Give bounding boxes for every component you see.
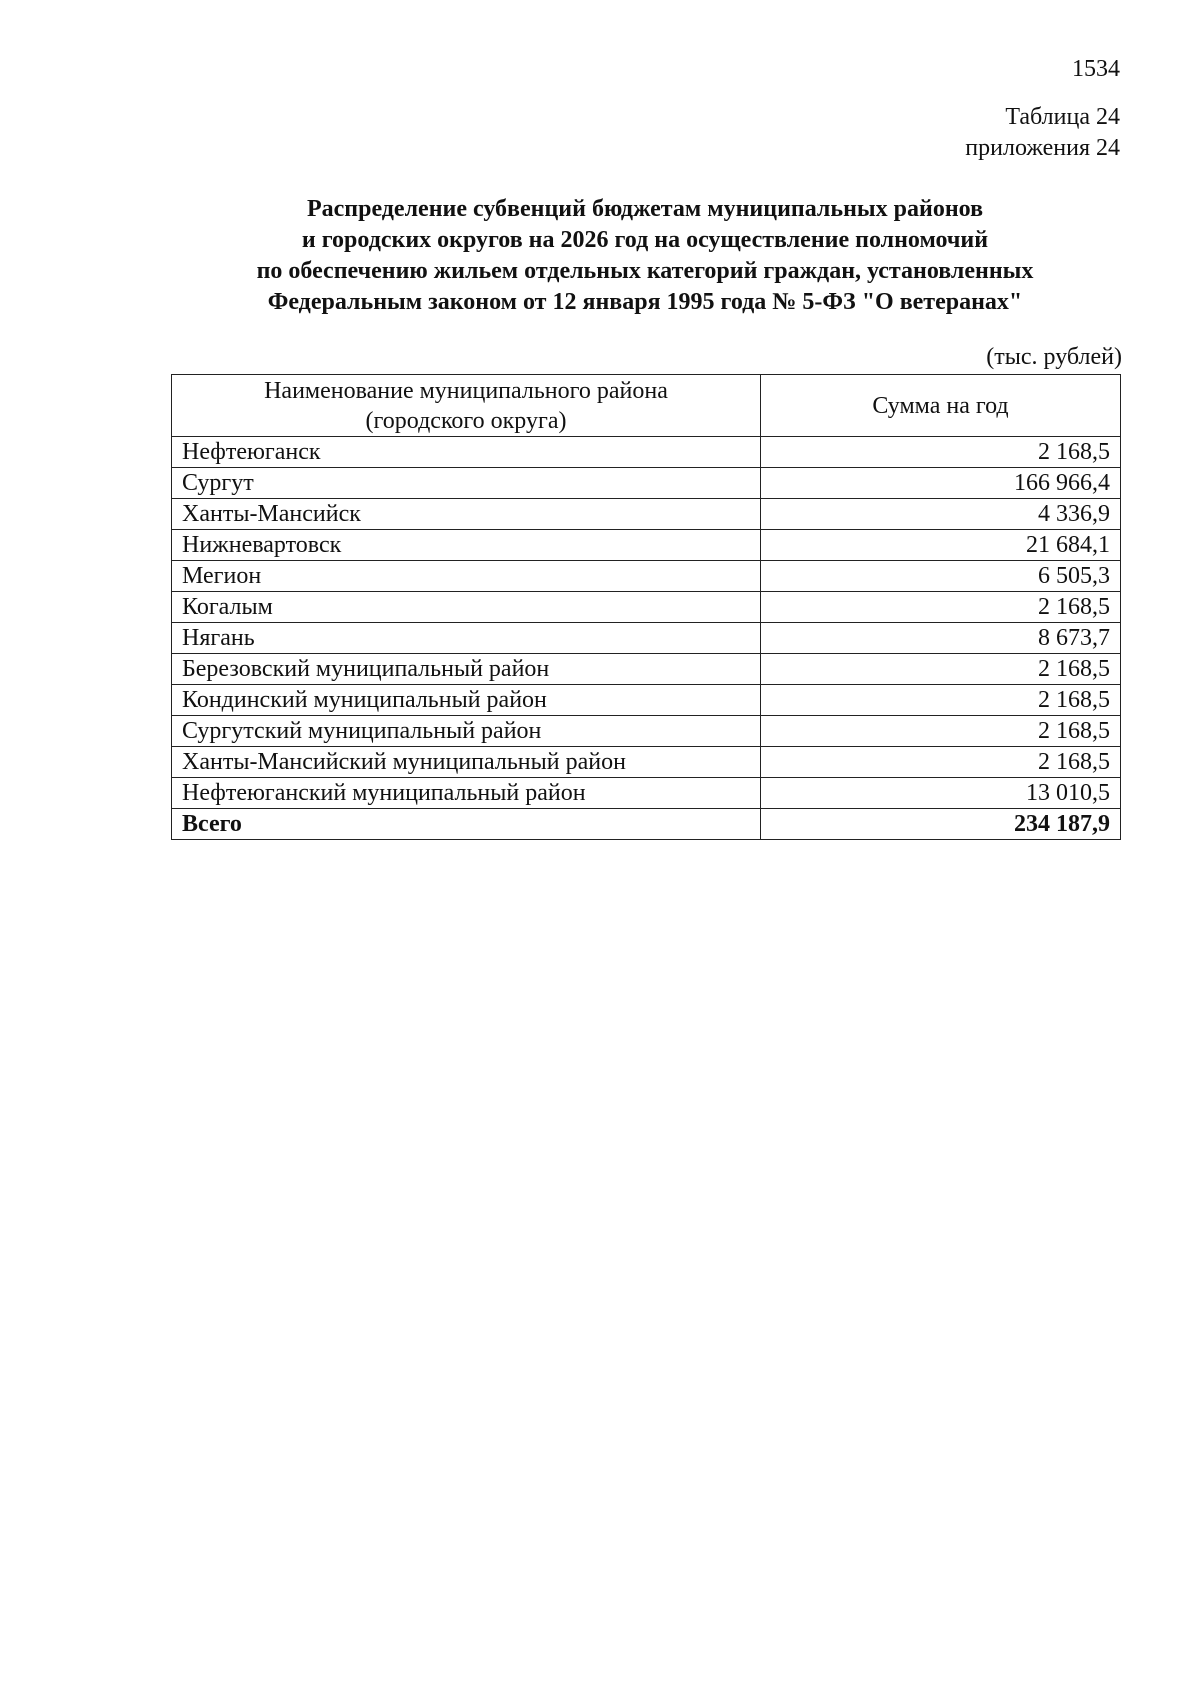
subvention-table (171, 374, 1121, 840)
table-row (172, 654, 1121, 685)
column-header-name-line-1: Наименование муниципального района (264, 377, 668, 404)
row-value: 2 168,5 (761, 437, 1121, 468)
row-value: 2 168,5 (761, 592, 1121, 623)
total-value: 234 187,9 (761, 809, 1121, 840)
title-line-1: Распределение субвенций бюджетам муниципальных районов (306, 196, 984, 222)
row-name: Сургутский муниципальный район (172, 716, 761, 747)
row-name: Нижневартовск (172, 530, 761, 561)
row-name: Нефтеюганский муниципальный район (172, 778, 761, 809)
table-row (172, 468, 1121, 499)
row-value: 8 673,7 (761, 623, 1121, 654)
title-line-4: Федеральным законом от 12 января 1995 года № 5-ФЗ "О ветеранах" (267, 289, 1023, 315)
units-note: (тыс. рублей) (986, 344, 1122, 370)
table-ref-line-2: приложения 24 (965, 135, 1120, 161)
row-name: Березовский муниципальный район (172, 654, 761, 685)
row-name: Кондинский муниципальный район (172, 685, 761, 716)
table-row (172, 623, 1121, 654)
table-reference (900, 102, 1120, 164)
table-header-row (172, 375, 1121, 437)
table-ref-line-1: Таблица 24 (1005, 104, 1120, 130)
table-row (172, 747, 1121, 778)
table-row (172, 437, 1121, 468)
table-row (172, 716, 1121, 747)
row-value: 2 168,5 (761, 685, 1121, 716)
column-header-amount: Сумма на год (761, 375, 1121, 437)
table-row (172, 530, 1121, 561)
table-row (172, 561, 1121, 592)
row-name: Сургут (172, 468, 761, 499)
table-row (172, 499, 1121, 530)
table-row (172, 592, 1121, 623)
total-row (172, 809, 1121, 840)
row-value: 2 168,5 (761, 654, 1121, 685)
row-value: 6 505,3 (761, 561, 1121, 592)
column-header-name (172, 375, 761, 437)
row-name: Нягань (172, 623, 761, 654)
row-name: Ханты-Мансийск (172, 499, 761, 530)
row-value: 2 168,5 (761, 747, 1121, 778)
document-title (160, 194, 1130, 318)
column-header-name-line-2: (городского округа) (365, 407, 567, 434)
row-value: 21 684,1 (761, 530, 1121, 561)
title-line-3: по обеспечению жильем отдельных категорий граждан, установленных (256, 258, 1034, 284)
row-name: Ханты-Мансийский муниципальный район (172, 747, 761, 778)
table-row (172, 685, 1121, 716)
row-value: 166 966,4 (761, 468, 1121, 499)
row-value: 2 168,5 (761, 716, 1121, 747)
page-number: 1534 (1072, 56, 1120, 82)
row-name: Мегион (172, 561, 761, 592)
row-name: Нефтеюганск (172, 437, 761, 468)
title-line-2: и городских округов на 2026 год на осуществление полномочий (301, 227, 989, 253)
row-value: 13 010,5 (761, 778, 1121, 809)
row-value: 4 336,9 (761, 499, 1121, 530)
table-row (172, 778, 1121, 809)
table-body (172, 437, 1121, 840)
total-label: Всего (172, 809, 761, 840)
row-name: Когалым (172, 592, 761, 623)
